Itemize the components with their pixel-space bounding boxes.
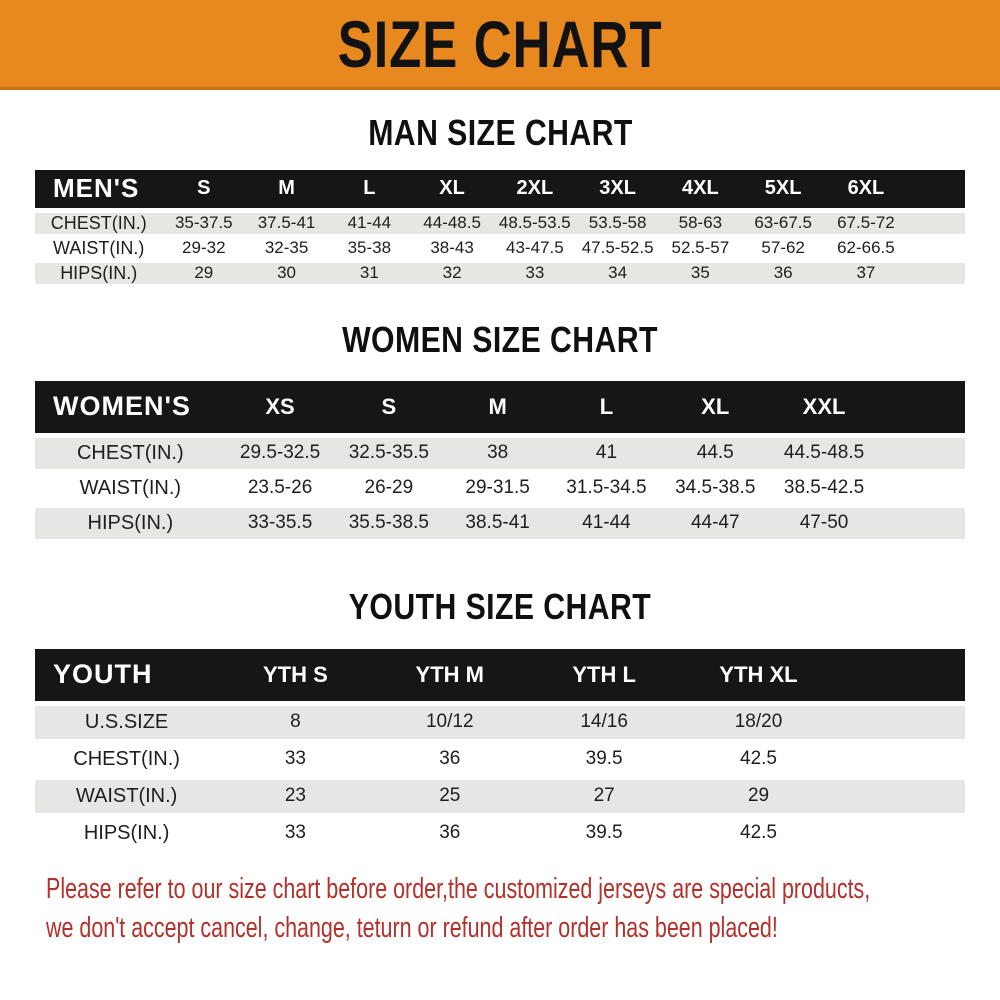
footer-note	[46, 870, 1000, 948]
banner-title: SIZE CHART	[337, 6, 663, 81]
banner	[0, 0, 1000, 90]
section-heading-women-text: WOMEN SIZE CHART	[342, 318, 658, 360]
size-table-men	[35, 170, 965, 288]
table-header-label: WOMEN'S	[35, 381, 226, 436]
data-cell: 36	[373, 815, 527, 852]
row-label: WAIST(IN.)	[35, 236, 162, 261]
table-row	[35, 436, 965, 471]
data-cell: 41-44	[552, 506, 661, 541]
data-cell: 41	[552, 436, 661, 471]
data-cell: 42.5	[681, 741, 835, 778]
row-label: HIPS(IN.)	[35, 815, 218, 852]
data-cell: 37.5-41	[245, 210, 328, 236]
table-row	[35, 471, 965, 506]
row-label: WAIST(IN.)	[35, 778, 218, 815]
size-table	[35, 649, 965, 854]
row-filler	[878, 471, 965, 506]
data-cell: 36	[742, 261, 825, 286]
table-header-size: 4XL	[659, 170, 742, 210]
data-cell: 44.5-48.5	[770, 436, 879, 471]
data-cell: 25	[373, 778, 527, 815]
data-cell: 38.5-42.5	[770, 471, 879, 506]
row-label: WAIST(IN.)	[35, 471, 226, 506]
data-cell: 23.5-26	[226, 471, 335, 506]
data-cell: 38-43	[411, 236, 494, 261]
table-header-size: XL	[411, 170, 494, 210]
row-filler	[836, 778, 965, 815]
section-heading-youth	[0, 585, 1000, 627]
data-cell: 29-32	[162, 236, 245, 261]
table-header-size: 3XL	[576, 170, 659, 210]
table-header-size: L	[328, 170, 411, 210]
table-header-size: 5XL	[742, 170, 825, 210]
row-filler	[907, 261, 965, 286]
table-row	[35, 778, 965, 815]
data-cell: 58-63	[659, 210, 742, 236]
data-cell: 41-44	[328, 210, 411, 236]
footer-note-line2: we don't accept cancel, change, teturn or refund after order has been placed!	[46, 911, 778, 944]
data-cell: 39.5	[527, 741, 681, 778]
data-cell: 67.5-72	[825, 210, 908, 236]
data-cell: 18/20	[681, 704, 835, 741]
table-header-size: 6XL	[825, 170, 908, 210]
size-table	[35, 170, 965, 288]
row-filler	[907, 236, 965, 261]
data-cell: 33	[218, 741, 372, 778]
section-heading-women	[0, 318, 1000, 360]
data-cell: 8	[218, 704, 372, 741]
data-cell: 29	[681, 778, 835, 815]
table-header-size: XS	[226, 381, 335, 436]
data-cell: 33	[218, 815, 372, 852]
table-row	[35, 815, 965, 852]
data-cell: 47.5-52.5	[576, 236, 659, 261]
data-cell: 62-66.5	[825, 236, 908, 261]
data-cell: 29-31.5	[443, 471, 552, 506]
data-cell: 35-37.5	[162, 210, 245, 236]
data-cell: 31.5-34.5	[552, 471, 661, 506]
row-label: CHEST(IN.)	[35, 436, 226, 471]
table-header-row	[35, 649, 965, 704]
table-row	[35, 210, 965, 236]
data-cell: 32-35	[245, 236, 328, 261]
data-cell: 44-48.5	[411, 210, 494, 236]
table-header-size: M	[443, 381, 552, 436]
data-cell: 34	[576, 261, 659, 286]
table-row	[35, 236, 965, 261]
data-cell: 38.5-41	[443, 506, 552, 541]
row-label: CHEST(IN.)	[35, 210, 162, 236]
table-header-filler	[836, 649, 965, 704]
data-cell: 26-29	[334, 471, 443, 506]
data-cell: 44-47	[661, 506, 770, 541]
table-header-size: M	[245, 170, 328, 210]
table-header-size: XXL	[770, 381, 879, 436]
data-cell: 35	[659, 261, 742, 286]
data-cell: 29	[162, 261, 245, 286]
data-cell: 14/16	[527, 704, 681, 741]
data-cell: 53.5-58	[576, 210, 659, 236]
section-heading-youth-text: YOUTH SIZE CHART	[348, 585, 652, 627]
data-cell: 35.5-38.5	[334, 506, 443, 541]
data-cell: 37	[825, 261, 908, 286]
section-heading-man	[0, 114, 1000, 152]
row-filler	[907, 210, 965, 236]
table-row	[35, 704, 965, 741]
table-header-size: S	[162, 170, 245, 210]
section-heading-man-text: MAN SIZE CHART	[367, 112, 633, 153]
table-row	[35, 741, 965, 778]
table-header-label: MEN'S	[35, 170, 162, 210]
size-table	[35, 381, 965, 543]
table-header-size: L	[552, 381, 661, 436]
row-filler	[836, 704, 965, 741]
data-cell: 32	[411, 261, 494, 286]
row-label: U.S.SIZE	[35, 704, 218, 741]
table-header-size: YTH L	[527, 649, 681, 704]
data-cell: 33-35.5	[226, 506, 335, 541]
size-table-youth	[35, 649, 965, 854]
row-filler	[878, 506, 965, 541]
data-cell: 38	[443, 436, 552, 471]
row-filler	[836, 741, 965, 778]
row-filler	[878, 436, 965, 471]
data-cell: 39.5	[527, 815, 681, 852]
row-label: HIPS(IN.)	[35, 261, 162, 286]
table-header-filler	[878, 381, 965, 436]
data-cell: 34.5-38.5	[661, 471, 770, 506]
table-row	[35, 506, 965, 541]
data-cell: 10/12	[373, 704, 527, 741]
data-cell: 33	[493, 261, 576, 286]
table-header-row	[35, 170, 965, 210]
data-cell: 35-38	[328, 236, 411, 261]
table-header-size: YTH XL	[681, 649, 835, 704]
row-label: HIPS(IN.)	[35, 506, 226, 541]
table-header-size: YTH M	[373, 649, 527, 704]
table-header-size: YTH S	[218, 649, 372, 704]
table-header-filler	[907, 170, 965, 210]
row-label: CHEST(IN.)	[35, 741, 218, 778]
data-cell: 32.5-35.5	[334, 436, 443, 471]
footer-note-line1: Please refer to our size chart before order,the customized jerseys are special products,	[46, 872, 871, 905]
size-table-women	[35, 381, 965, 543]
data-cell: 48.5-53.5	[493, 210, 576, 236]
data-cell: 52.5-57	[659, 236, 742, 261]
data-cell: 27	[527, 778, 681, 815]
table-header-row	[35, 381, 965, 436]
data-cell: 44.5	[661, 436, 770, 471]
table-row	[35, 261, 965, 286]
data-cell: 63-67.5	[742, 210, 825, 236]
data-cell: 31	[328, 261, 411, 286]
row-filler	[836, 815, 965, 852]
data-cell: 30	[245, 261, 328, 286]
data-cell: 29.5-32.5	[226, 436, 335, 471]
data-cell: 47-50	[770, 506, 879, 541]
table-header-label: YOUTH	[35, 649, 218, 704]
data-cell: 23	[218, 778, 372, 815]
data-cell: 36	[373, 741, 527, 778]
table-header-size: XL	[661, 381, 770, 436]
data-cell: 57-62	[742, 236, 825, 261]
data-cell: 42.5	[681, 815, 835, 852]
table-header-size: 2XL	[493, 170, 576, 210]
table-header-size: S	[334, 381, 443, 436]
data-cell: 43-47.5	[493, 236, 576, 261]
